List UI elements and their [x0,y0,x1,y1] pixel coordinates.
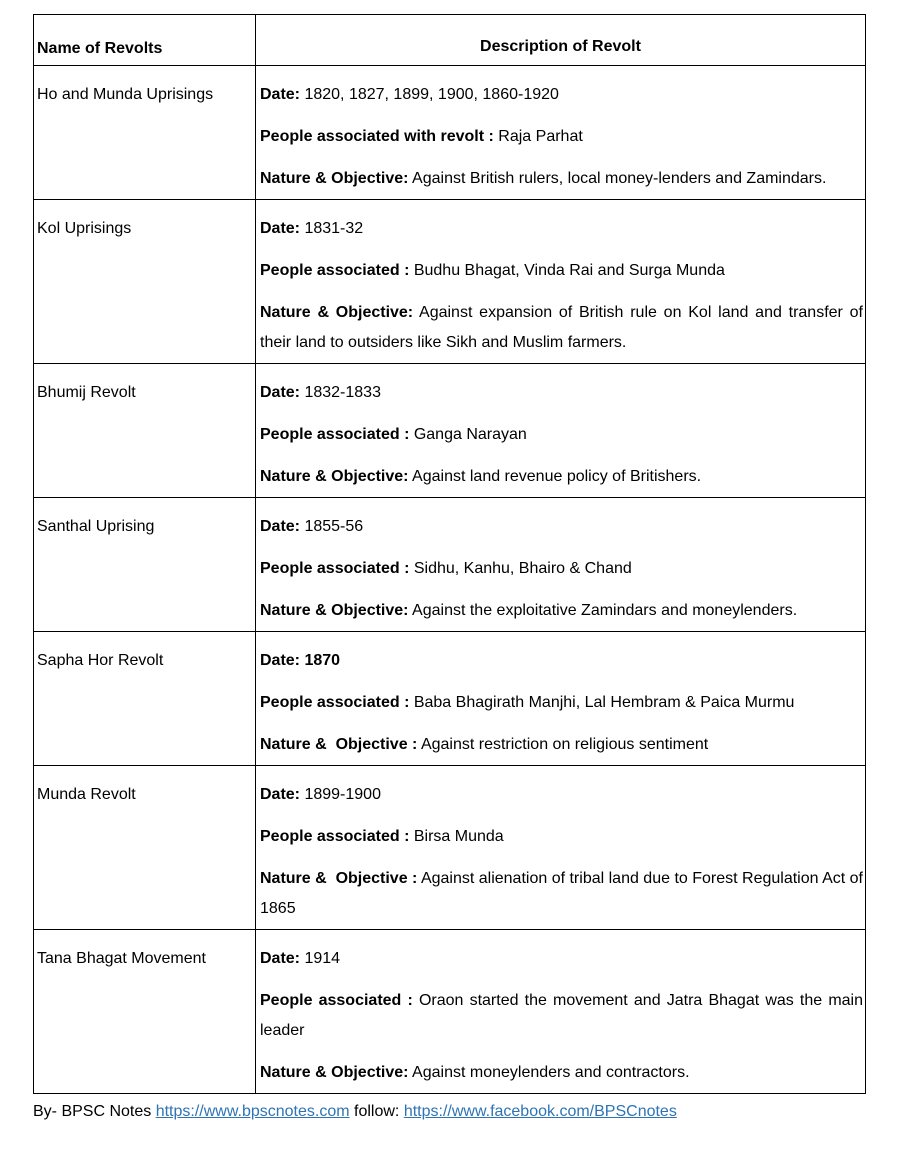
revolt-description [256,364,866,498]
footer-attribution [33,1100,867,1124]
revolt-name: Bhumij Revolt [34,364,256,498]
revolt-name: Kol Uprisings [34,200,256,364]
description-paragraph: People associated : Birsa Munda [260,828,504,845]
paragraph-label: Nature & Objective: [260,304,414,321]
bpscnotes-facebook-link[interactable]: https://www.facebook.com/BPSCnotes [403,1103,677,1120]
description-paragraph: People associated : Oraon started the movement and Jatra Bhagat was the main leader [260,992,864,1039]
description-paragraph: Nature & Objective : Against restriction on religious sentiment [260,736,709,753]
table-header [34,15,866,66]
footer-prefix-text: By- BPSC Notes [33,1103,156,1120]
paragraph-label: Nature & Objective: [260,1064,409,1081]
description-paragraph: Nature & Objective : Against alienation of tribal land due to Forest Regulation Act of 1865 [260,870,863,917]
column-header-name-of-revolts: Name of Revolts [34,15,256,66]
paragraph-label: Nature & Objective : [260,870,418,887]
paragraph-label: Date: [260,384,301,401]
paragraph-label: People associated : [260,426,410,443]
table-row [34,632,866,766]
paragraph-label: Date: [260,518,301,535]
table-row [34,930,866,1094]
revolt-description [256,200,866,364]
paragraph-label: People associated : [260,560,410,577]
paragraph-label: Nature & Objective : [260,736,418,753]
revolt-name: Munda Revolt [34,766,256,930]
description-paragraph: People associated : Ganga Narayan [260,426,527,443]
description-paragraph [260,646,863,676]
paragraph-label: Date: [260,220,301,237]
paragraph-label: People associated : [260,992,413,1009]
description-paragraph: Date: 1820, 1827, 1899, 1900, 1860-1920 [260,86,559,103]
description-paragraph: Date: 1832-1833 [260,384,381,401]
header-row [34,15,866,66]
bpscnotes-website-link[interactable]: https://www.bpscnotes.com [155,1103,350,1120]
description-paragraph: Date: 1855-56 [260,518,364,535]
description-paragraph: Date: 1899-1900 [260,786,381,803]
description-paragraph: Date: 1914 [260,950,341,967]
revolt-description [256,632,866,766]
description-paragraph: People associated : Sidhu, Kanhu, Bhairo & Chand [260,560,632,577]
table-row [34,364,866,498]
description-paragraph: Nature & Objective: Against British rulers, local money-lenders and Zamindars. [260,170,827,187]
revolt-name: Ho and Munda Uprisings [34,66,256,200]
table-row [34,498,866,632]
revolts-table [33,14,866,1094]
table-row [34,766,866,930]
table-row [34,200,866,364]
description-paragraph: People associated : Baba Bhagirath Manjhi, Lal Hembram & Paica Murmu [260,694,795,711]
revolt-description [256,930,866,1094]
revolt-description [256,766,866,930]
paragraph-label: Date: [260,86,301,103]
description-paragraph: People associated : Budhu Bhagat, Vinda Rai and Surga Munda [260,262,725,279]
paragraph-label: People associated : [260,828,410,845]
paragraph-label: People associated : [260,694,410,711]
footer-follow-text: follow: [349,1103,404,1120]
description-paragraph: Nature & Objective: Against the exploitative Zamindars and moneylenders. [260,602,798,619]
revolt-name: Sapha Hor Revolt [34,632,256,766]
revolts-table-body [34,66,866,1094]
description-paragraph: Nature & Objective: Against land revenue policy of Britishers. [260,468,702,485]
paragraph-label: Nature & Objective: [260,602,409,619]
paragraph-label: People associated with revolt : [260,128,494,145]
description-paragraph: Nature & Objective: Against moneylenders and contractors. [260,1064,690,1081]
paragraph-label: Nature & Objective: [260,170,409,187]
description-paragraph: Nature & Objective: Against expansion of British rule on Kol land and transfer of their land to outsiders like Sikh and Muslim farmers. [260,304,863,351]
revolt-name: Santhal Uprising [34,498,256,632]
paragraph-label: Date: [260,786,301,803]
column-header-description-of-revolt: Description of Revolt [256,15,866,66]
paragraph-label: People associated : [260,262,410,279]
revolt-description [256,498,866,632]
paragraph-label: Date: [260,950,301,967]
paragraph-label: Date: 1870 [260,652,341,669]
description-paragraph: People associated with revolt : Raja Parhat [260,128,583,145]
paragraph-label: Nature & Objective: [260,468,409,485]
revolt-name: Tana Bhagat Movement [34,930,256,1094]
table-row [34,66,866,200]
revolt-description [256,66,866,200]
description-paragraph: Date: 1831-32 [260,220,364,237]
